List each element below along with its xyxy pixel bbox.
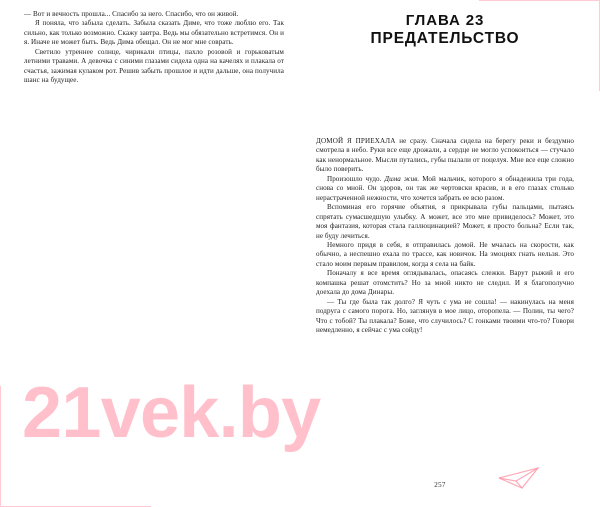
opening-lead-in: ДОМОЙ Я ПРИЕХАЛА xyxy=(316,137,396,145)
chapter-body xyxy=(316,137,574,336)
watermark-brand: 21vek xyxy=(22,373,219,453)
emphasis-run: Дима жив. xyxy=(384,174,420,183)
opening-rest: не сразу. Сначала сидела на берегу реки и бездумно смотрела в небо. Руки все еще дрожали, а сердце не могло успокоиться — стучало как ненормальное. Мысли путались, губы пылали от поцелуя. Мне все еще сложно было поверить. xyxy=(316,137,574,174)
paragraph: — Вот и вечность прошла... Спасибо за него. Спасибо, что он живой. xyxy=(24,10,239,18)
paragraph: Светило утреннее солнце, чирикали птицы, пахло розовой и горьковатым летними травами. А девочка с синими глазами сидела одна на качелях и плакала от счастья, зажимая кулаком рот. Решив забыть прошлое и идти дальше, она получила шанс на будущее. xyxy=(24,47,284,85)
chapter-heading xyxy=(316,10,574,48)
page-number: 257 xyxy=(434,481,446,489)
paragraph: — Ты где была так долго? Я чуть с ума не сошла! — накинулась на меня подруга с самого порога. Но, заглянув в мое лицо, оторопела. — Полин, ты чего? Что с тобой? Ты плакала? Боже, что случилось? С гонками твоими что-то? Говори немедленно, я сейчас с ума сойду! xyxy=(316,297,574,335)
right-page-column xyxy=(298,10,582,507)
chapter-number: ГЛАВА 23 xyxy=(405,12,485,29)
paragraph-opening xyxy=(316,137,574,175)
watermark-domain: .by xyxy=(218,373,321,453)
paragraph: Вспоминая его горячие объятия, я прикрывала губы пальцами, пытаясь спрятать сумасшедшую улыбку. А может, все это мне привиделось? Может, это моя фантазия, которая стала галлюцинацией? Может, я просто больна? Если так, не буду лечиться. xyxy=(316,203,574,240)
paragraph xyxy=(316,175,574,203)
text-run: Произошло чудо. xyxy=(327,174,385,183)
paragraph: Я поняла, что забыла сделать. Забыла сказать Диме, что тоже люблю его. Так сильно, как только возможно. Скажу завтра. Ведь мы обязательно встретимся. Он и я. Иначе не может быть. Ведь Дима обещал. Он не мог мне соврать. xyxy=(24,19,284,47)
paragraph: Поначалу я все время оглядывалась, опасаясь слежки. Варут рыжий и его компашка решат отомстить? Но за мной никто не следил. И я благополучно доехала до дома Динары. xyxy=(316,269,574,297)
chapter-title: ПРЕДАТЕЛЬСТВО xyxy=(370,30,520,47)
paragraph: Немного придя в себя, я отправилась домой. Не мчалась на скорости, как обычно, а неспешно ехала по трассе, как новичок. На эмоциях гнать нельзя. Это стало моим первым правилом, когда я села на байк. xyxy=(316,240,574,268)
text-run: Мой мальчик, которого я обнадежила три года, снова со мной. Он здоров, он так же чертовски красив, и в его глазах столько нерастраченной нежности, что хочется забрать ее всю разом. xyxy=(316,174,575,202)
left-page-column xyxy=(14,10,298,507)
